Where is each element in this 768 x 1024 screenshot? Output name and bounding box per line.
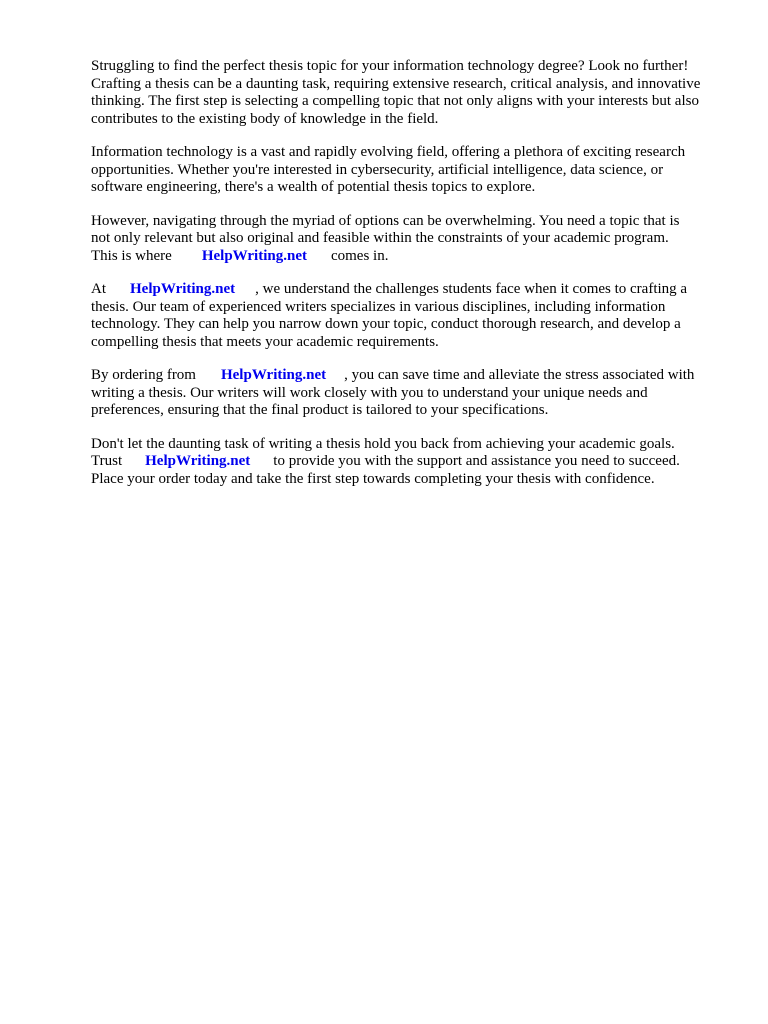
text-line: Don't let the daunting task of writing a thesis hold you back from achieving your academic goals. — [91, 435, 675, 452]
text-segment: By ordering from — [91, 367, 196, 383]
text-line: Struggling to find the perfect thesis topic for your information technology degree? Look no further! — [91, 58, 689, 74]
text-line: thinking. The first step is selecting a compelling topic that not only aligns with your interests but also — [91, 93, 699, 109]
text-line: However, navigating through the myriad of options can be overwhelming. You need a topic that is — [91, 212, 680, 229]
text-line-with-link — [91, 281, 731, 299]
text-line: compelling thesis that meets your academic requirements. — [91, 333, 439, 350]
text-segment: , we understand the challenges students face when it comes to crafting a — [255, 281, 688, 297]
text-segment: Trust — [91, 453, 123, 469]
document-page — [91, 58, 731, 504]
text-segment: This is where — [91, 247, 172, 264]
text-line-with-link — [91, 248, 731, 266]
text-line: Crafting a thesis can be a daunting task, requiring extensive research, critical analysis, and innovative — [91, 75, 701, 92]
text-line-with-link — [91, 367, 731, 385]
helpwriting-link[interactable]: HelpWriting.net — [220, 367, 327, 383]
helpwriting-link[interactable]: HelpWriting.net — [201, 247, 307, 264]
paragraph-intro — [91, 58, 731, 128]
text-line: technology. They can help you narrow down your topic, conduct thorough research, and develop a — [91, 316, 681, 332]
text-line: opportunities. Whether you're interested in cybersecurity, artificial intelligence, data science, or — [91, 161, 664, 178]
text-line: preferences, ensuring that the final product is tailored to your specifications. — [91, 402, 549, 418]
text-line: Information technology is a vast and rapidly evolving field, offering a plethora of exciting research — [91, 144, 686, 160]
paragraph-it-field — [91, 144, 731, 197]
text-segment: comes in. — [330, 247, 389, 264]
text-line: contributes to the existing body of knowledge in the field. — [91, 110, 439, 127]
text-segment: , you can save time and alleviate the stress associated with — [344, 367, 695, 383]
text-line-with-link — [91, 453, 731, 471]
paragraph-navigating — [91, 213, 731, 266]
text-line: writing a thesis. Our writers will work closely with you to understand your unique needs and — [91, 384, 648, 401]
paragraph-ordering — [91, 367, 731, 420]
text-segment: to provide you with the support and assistance you need to succeed. — [273, 453, 680, 469]
text-line: Place your order today and take the first step towards completing your thesis with confidence. — [91, 470, 655, 487]
helpwriting-link[interactable]: HelpWriting.net — [145, 453, 251, 469]
text-line: thesis. Our team of experienced writers specializes in various disciplines, including information — [91, 298, 666, 315]
text-segment: At — [91, 281, 106, 297]
text-line: not only relevant but also original and feasible within the constraints of your academic program. — [91, 230, 669, 246]
helpwriting-link[interactable]: HelpWriting.net — [130, 281, 236, 297]
paragraph-closing — [91, 436, 731, 489]
text-line: software engineering, there's a wealth of potential thesis topics to explore. — [91, 179, 536, 195]
paragraph-at-helpwriting — [91, 281, 731, 351]
